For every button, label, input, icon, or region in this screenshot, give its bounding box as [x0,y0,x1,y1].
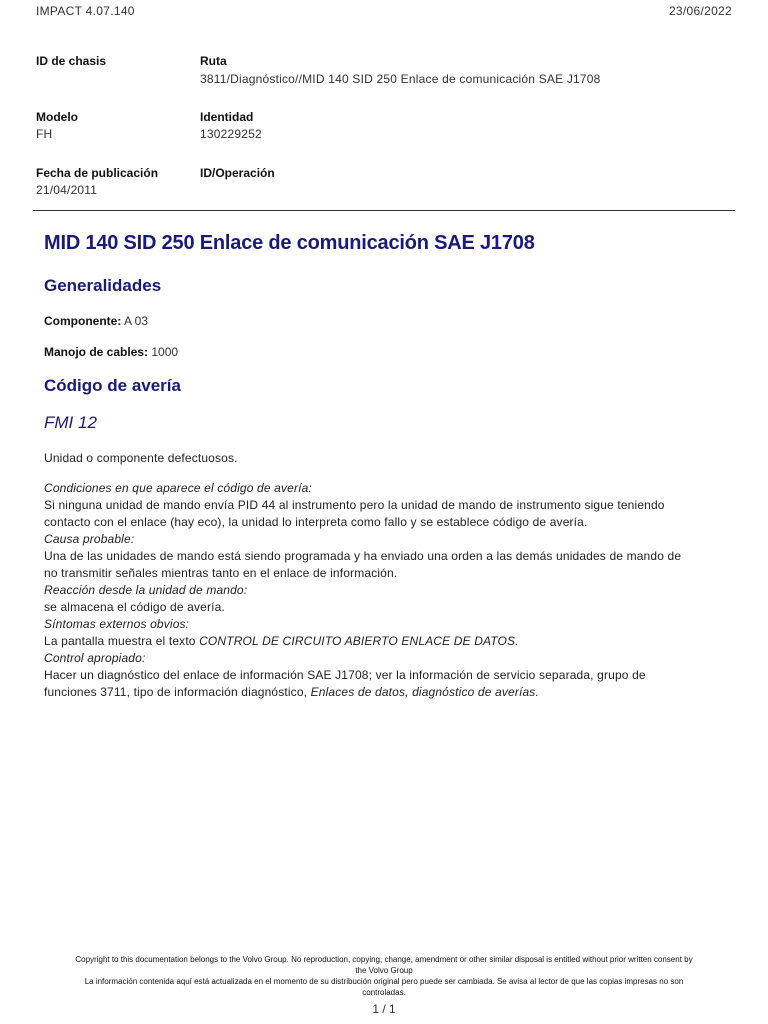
notice-line-2: controladas. [362,988,406,997]
operation-label: ID/Operación [200,166,275,180]
cause-line-1: Una de las unidades de mando está siendo programada y ha enviado una orden a las demás unidades de mando de [44,549,682,563]
harness-label: Manojo de cables: [44,345,149,359]
control-line-2-prefix: funciones 3711, tipo de información diagnóstico, [44,685,311,699]
control-reference: Enlaces de datos, diagnóstico de averías. [310,685,539,699]
symptoms-label: Síntomas externos obvios: [44,617,190,631]
general-heading: Generalidades [44,276,162,295]
control-line-1: Hacer un diagnóstico del enlace de información SAE J1708; ver la información de servicio separada, grupo de [44,668,646,682]
publication-date-value: 21/04/2011 [36,183,98,197]
component-row [44,314,148,328]
cause-label: Causa probable: [44,532,135,546]
fault-details [44,480,734,701]
fmi-heading: FMI 12 [44,413,97,432]
print-date: 23/06/2022 [668,4,732,18]
chassis-label: ID de chasis [36,54,107,68]
page-number: 1 / 1 [372,1002,396,1016]
harness-value: 1000 [151,345,179,359]
route-label: Ruta [200,54,227,68]
app-version: IMPACT 4.07.140 [36,4,135,18]
cause-line-2: no transmitir señales mientras tanto en el enlace de información. [44,566,398,580]
route-value: 3811/Diagnóstico//MID 140 SID 250 Enlace de comunicación SAE J1708 [200,72,601,86]
reaction-text: se almacena el código de avería. [44,600,225,614]
conditions-line-1: Si ninguna unidad de mando envía PID 44 al instrumento pero la unidad de mando de instrumento sigue teniendo [44,498,665,512]
component-label: Componente: [44,314,122,328]
symptoms-line [44,633,734,650]
notice-line-1: La información contenida aquí está actualizada en el momento de su distribución original pero puede ser cambiada. Se avisa al lector de que las copias impresas no son [84,977,684,986]
conditions-line-2: contacto con el enlace (hay eco), la unidad lo interpreta como fallo y se establece código de avería. [44,515,588,529]
publication-date-label: Fecha de publicación [36,166,159,180]
copyright-line-2: the Volvo Group [355,966,413,975]
symptoms-message: CONTROL DE CIRCUITO ABIERTO ENLACE DE DATOS. [199,634,519,648]
fault-code-heading: Código de avería [44,376,181,395]
identity-label: Identidad [200,110,254,124]
control-label: Control apropiado: [44,651,146,665]
component-value: A 03 [124,314,149,328]
reaction-label: Reacción desde la unidad de mando: [44,583,248,597]
symptoms-prefix: La pantalla muestra el texto [44,634,200,648]
fault-summary: Unidad o componente defectuosos. [44,451,238,465]
identity-value: 130229252 [200,127,262,141]
model-label: Modelo [36,110,78,124]
copyright-notice [30,954,738,998]
conditions-label: Condiciones en que aparece el código de avería: [44,481,312,495]
control-line-2 [44,684,734,701]
harness-row [44,345,178,359]
model-value: FH [36,127,53,141]
header-divider [33,210,735,211]
document-title: MID 140 SID 250 Enlace de comunicación SAE J1708 [44,232,535,254]
copyright-line-1: Copyright to this documentation belongs to the Volvo Group. No reproduction, copying, change, amendment or other similar disposal is entitled without prior written consent by [75,955,693,964]
